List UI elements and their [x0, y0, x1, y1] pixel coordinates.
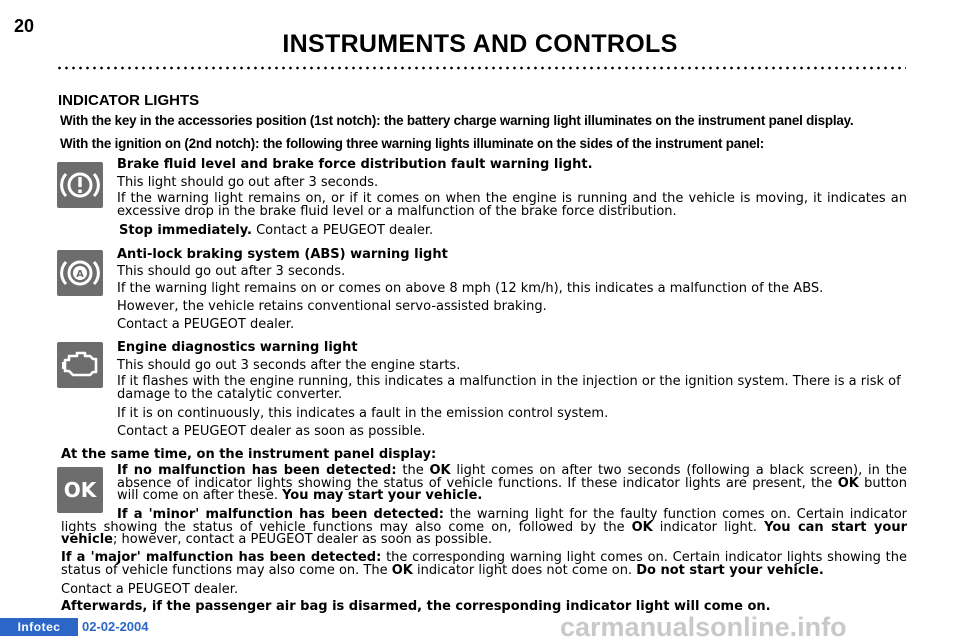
- panel-airbag: Afterwards, if the passenger air bag is disarmed, the corresponding indicator light will come on.: [61, 599, 771, 614]
- brake-stop-rest: Contact a PEUGEOT dealer.: [251, 223, 434, 238]
- engine-line3: If it is on continuously, this indicates a fault in the emission control system.: [117, 406, 609, 421]
- brake-stop-bold: Stop immediately.: [119, 223, 252, 238]
- watermark: carmanualsonline.info: [560, 612, 847, 642]
- page-title: INSTRUMENTS AND CONTROLS: [282, 30, 678, 58]
- ok-indicator-icon: [57, 467, 103, 513]
- brake-heading: Brake fluid level and brake force distribution fault warning light.: [117, 157, 593, 172]
- svg-text:OK: OK: [63, 478, 97, 502]
- abs-warning-icon: [57, 250, 103, 296]
- panel-major-malfunction: If a 'major' malfunction has been detected: the corresponding warning light comes on. Certain indicator lights showing the status of vehicle functions may also come on. The OK indicator light does not come on. Do not start your vehicle.: [61, 550, 908, 578]
- abs-line3: However, the vehicle retains conventional servo-assisted braking.: [117, 299, 547, 314]
- abs-line2: If the warning light remains on or comes on above 8 mph (12 km/h), this indicates a malfunction of the ABS.: [117, 281, 824, 296]
- brake-stop-line: [119, 224, 909, 239]
- section-title: INDICATOR LIGHTS: [58, 92, 200, 109]
- abs-line1: This should go out after 3 seconds.: [117, 264, 346, 279]
- engine-line1: This should go out 3 seconds after the engine starts.: [117, 358, 461, 373]
- engine-heading: Engine diagnostics warning light: [117, 340, 358, 355]
- abs-heading: Anti-lock braking system (ABS) warning light: [117, 247, 448, 262]
- footer-date: 02-02-2004: [82, 619, 149, 634]
- dotted-divider: [56, 66, 906, 70]
- panel-no-malfunction: If no malfunction has been detected: the OK light comes on after two seconds (following a black screen), in the absence of indicator lights showing the status of vehicle functions. If these indicator lights are present, the OK button will come on after these. You may start your vehicle.: [117, 463, 908, 503]
- engine-line4: Contact a PEUGEOT dealer as soon as possible.: [117, 424, 426, 439]
- panel-contact: Contact a PEUGEOT dealer.: [61, 582, 239, 597]
- intro-ignition: With the ignition on (2nd notch): the following three warning lights illuminate on the sides of the instrument panel:: [60, 136, 765, 151]
- brake-line2: If the warning light remains on, or if it comes on when the engine is running and the vehicle is moving, it indicates an excessive drop in the brake fluid level or a malfunction of the brake force distribution.: [117, 191, 907, 219]
- panel-minor-malfunction: If a 'minor' malfunction has been detected: the warning light for the faulty function comes on. Certain indicator lights showing the status of vehicle functions may also come on, followed by the OK indicator light. You can start your vehicle; however, contact a PEUGEOT dealer as soon as possible.: [61, 507, 908, 547]
- svg-text:A: A: [76, 269, 84, 280]
- panel-heading: At the same time, on the instrument panel display:: [61, 447, 437, 462]
- engine-warning-icon: [57, 342, 103, 388]
- infotec-logo: Infotec: [0, 618, 78, 636]
- brake-warning-icon: [57, 162, 103, 208]
- brake-line1: This light should go out after 3 seconds.: [117, 175, 379, 190]
- engine-line2: If it flashes with the engine running, this indicates a malfunction in the injection or the ignition system. There is a risk of damage to the catalytic converter.: [117, 374, 901, 402]
- page-number: 20: [14, 16, 35, 36]
- abs-line4: Contact a PEUGEOT dealer.: [117, 317, 295, 332]
- intro-accessories: With the key in the accessories position (1st notch): the battery charge warning light illuminates on the instrument panel display.: [60, 113, 854, 128]
